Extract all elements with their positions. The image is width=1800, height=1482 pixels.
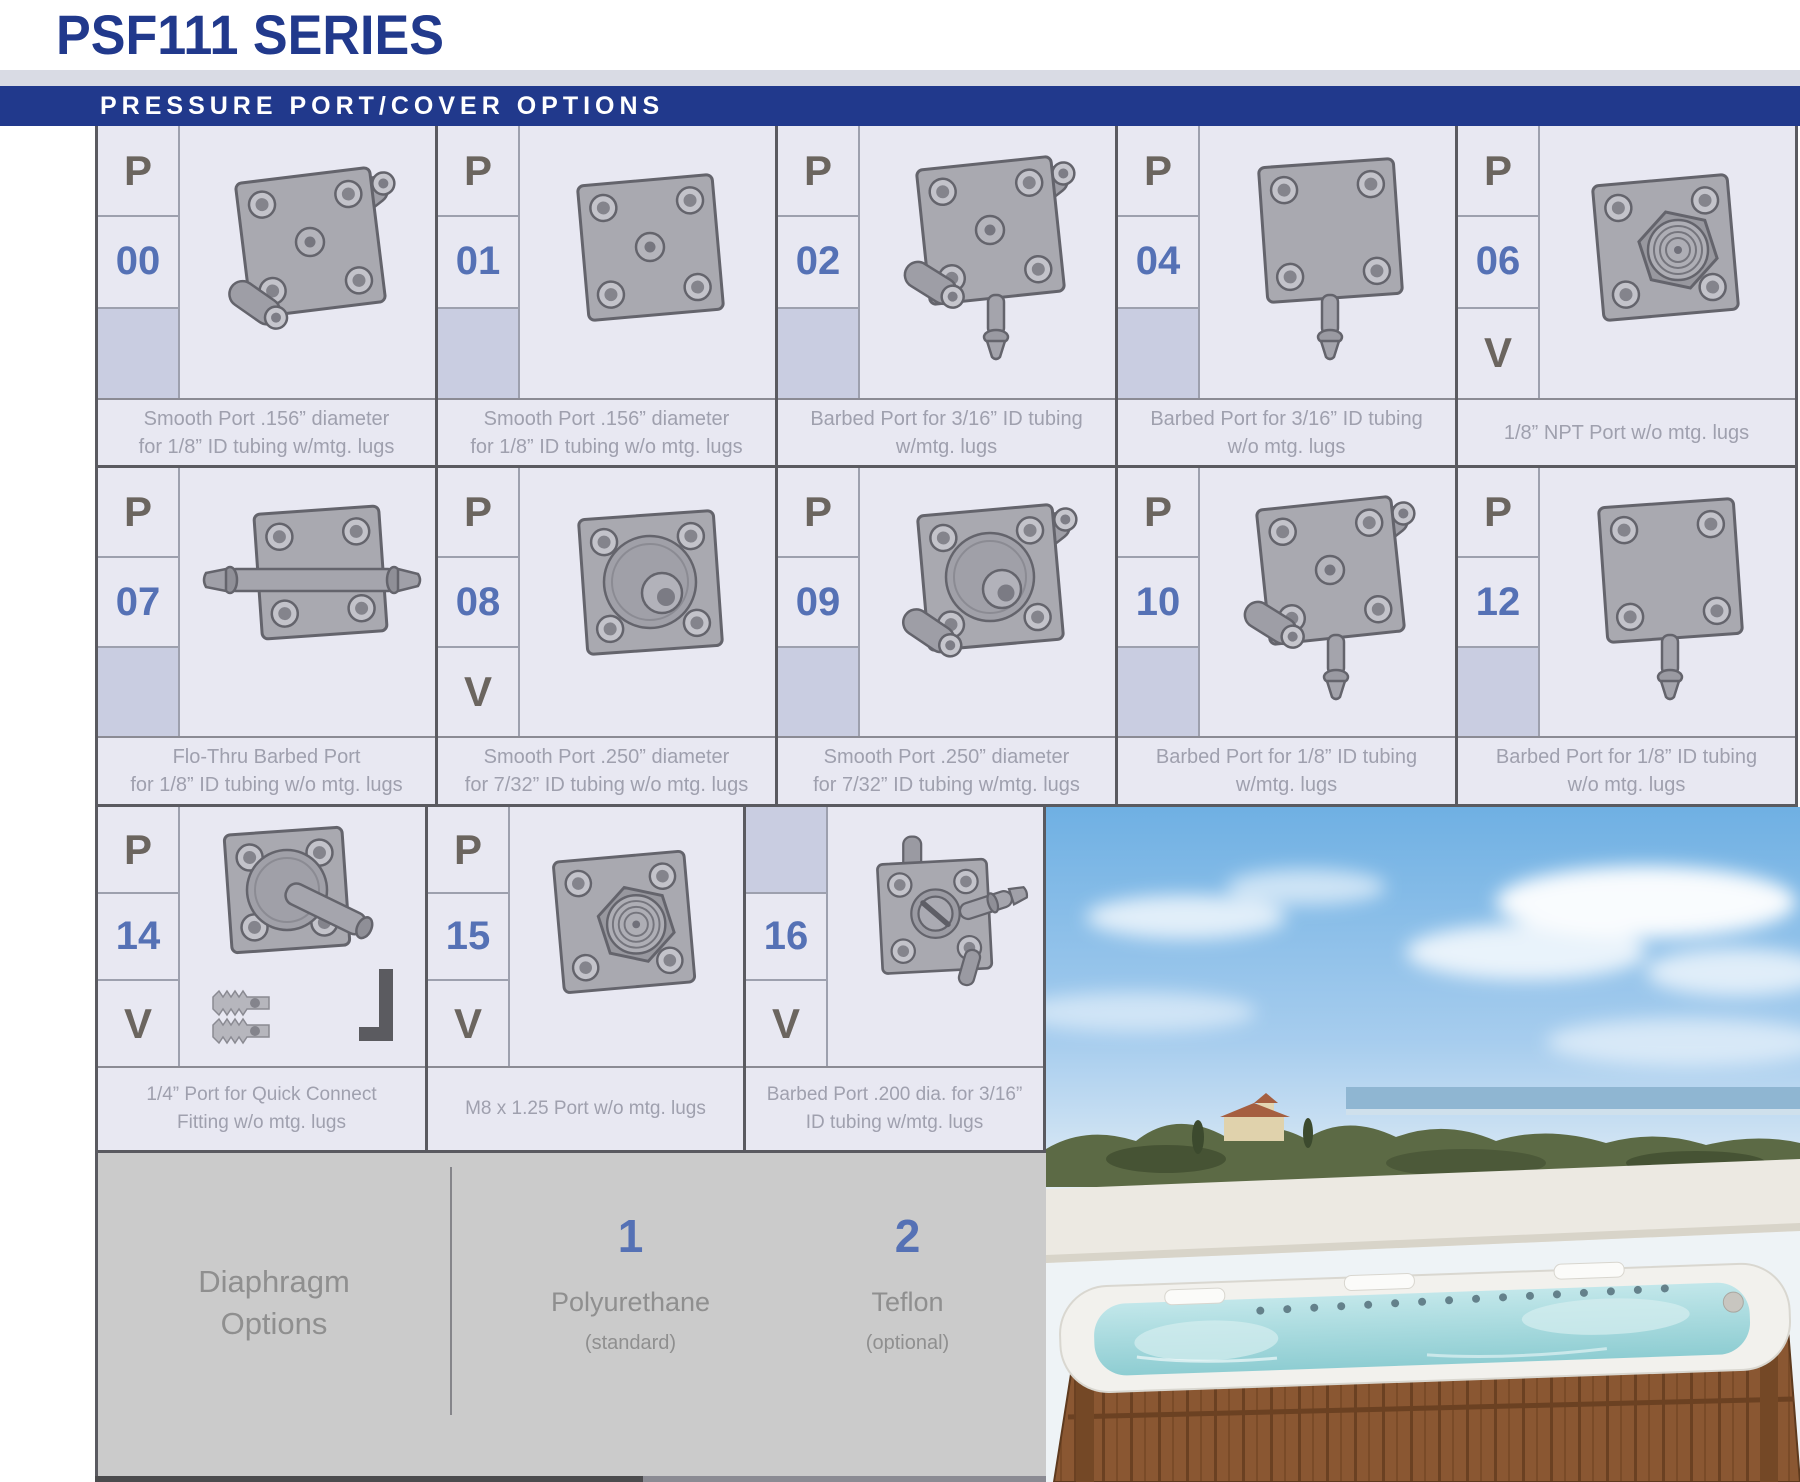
port-option-P00 (98, 126, 438, 468)
port-prefix-box: P (98, 807, 178, 894)
port-caption (778, 398, 1115, 465)
footer-bar-gray (643, 1476, 1046, 1482)
port-option-P10 (1118, 468, 1458, 804)
diaphragm-option-list (452, 1153, 1046, 1476)
diaphragm-option-name: Polyurethane (550, 1287, 711, 1317)
vent-option-box: V (771, 999, 800, 1047)
port-option-P02 (778, 126, 1118, 468)
section-header-bar (0, 86, 1800, 126)
port-option-P01 (438, 126, 778, 468)
plate-barb-illustration (1208, 145, 1448, 380)
port-caption (438, 398, 775, 465)
part-illustration (1540, 468, 1795, 736)
part-illustration (860, 468, 1115, 736)
diaphragm-title-line2: Options (220, 1306, 328, 1341)
port-caption-line: 1/4” Port for Quick Connect (146, 1084, 377, 1105)
port-code-column (1458, 126, 1540, 398)
port-caption-line: w/mtg. lugs (895, 435, 998, 458)
plate-thread-illustration (1548, 145, 1788, 380)
port-code-column (1458, 468, 1540, 736)
hot-tub-photo (1046, 807, 1800, 1482)
plate-lugs-boss-illustration (188, 145, 428, 380)
port-code-box: 07 (98, 558, 178, 648)
part-illustration (180, 468, 435, 736)
diaphragm-option-name: Teflon (871, 1287, 944, 1317)
port-caption-line: Barbed Port for 1/8” ID tubing (1495, 746, 1758, 768)
port-code-box: 04 (1118, 217, 1198, 308)
diaphragm-title-line1: Diaphragm (198, 1264, 350, 1299)
divider-strip (0, 70, 1800, 86)
hot-tub-photo-illustration (1046, 807, 1800, 1482)
port-prefix-box: P (438, 126, 518, 217)
port-code-box: 00 (98, 217, 178, 308)
tube-flothru-illustration (188, 485, 428, 720)
port-options-row3 (95, 807, 1046, 1153)
port-caption (428, 1066, 743, 1150)
port-options-grid (95, 126, 1798, 807)
port-code-column (778, 126, 860, 398)
vent-option-box: V (123, 999, 152, 1047)
port-caption-line: Barbed Port for 1/8” ID tubing (1155, 746, 1418, 768)
port-caption-line: Barbed Port for 3/16” ID tubing (810, 407, 1083, 430)
port-caption-line: Barbed Port for 3/16” ID tubing (1150, 407, 1423, 430)
port-option-P14V (98, 807, 428, 1153)
port-prefix-box: P (98, 126, 178, 217)
part-illustration (828, 807, 1043, 1066)
part-illustration (520, 126, 775, 398)
page-title: PSF111 SERIES (56, 3, 444, 66)
port-prefix-box: P (438, 468, 518, 558)
port-code-box: 15 (428, 894, 508, 981)
port-code-column (438, 468, 520, 736)
shaded-box (1118, 648, 1198, 736)
port-prefix-box: P (778, 126, 858, 217)
plate-flange-boss-illustration (528, 485, 768, 720)
port-option-P08V (438, 468, 778, 804)
port-code-column (98, 468, 180, 736)
port-code-column (778, 468, 860, 736)
port-caption-line: Barbed Port .200 dia. for 3/16” (766, 1084, 1023, 1105)
port-option-P09 (778, 468, 1118, 804)
diaphragm-option-note: (standard) (584, 1332, 677, 1354)
port-code-column (1118, 468, 1200, 736)
port-code-column (98, 807, 180, 1066)
port-caption-line: ID tubing w/mtg. lugs (805, 1112, 984, 1133)
plate-screw-barb-illustration (828, 819, 1043, 1054)
port-code-column (98, 126, 180, 398)
vent-option-box: V (463, 668, 492, 715)
plate-flange-stem-illustration (183, 819, 423, 1054)
part-illustration (1200, 468, 1455, 736)
port-caption (1118, 398, 1455, 465)
port-caption-line: M8 x 1.25 Port w/o mtg. lugs (465, 1098, 706, 1119)
plate-boss-illustration (528, 145, 768, 380)
port-caption (1458, 398, 1795, 465)
port-code-box: 02 (778, 217, 858, 308)
shaded-box (438, 309, 518, 398)
port-caption (778, 736, 1115, 804)
port-caption-line: Smooth Port .250” diameter (823, 746, 1070, 768)
port-caption (746, 1066, 1043, 1150)
port-caption-line: w/o mtg. lugs (1227, 435, 1346, 458)
port-caption-line: Flo-Thru Barbed Port (172, 746, 361, 768)
port-prefix-box: P (1458, 468, 1538, 558)
port-caption (98, 736, 435, 804)
port-caption (98, 1066, 425, 1150)
port-code-box: 14 (98, 894, 178, 981)
port-caption (98, 398, 435, 465)
port-code-column (746, 807, 828, 1066)
port-code-column (428, 807, 510, 1066)
diaphragm-option-code: 1 (617, 1210, 644, 1262)
port-caption-line: for 1/8” ID tubing w/o mtg. lugs (130, 774, 403, 796)
plate-lugs-barb-illustration (1208, 485, 1448, 720)
plate-lugs-barb-illustration (868, 145, 1108, 380)
diaphragm-option-note: (optional) (865, 1332, 950, 1354)
port-option-16V (746, 807, 1046, 1153)
port-prefix-box: P (1118, 468, 1198, 558)
port-prefix-box: P (98, 468, 178, 558)
port-caption (1458, 736, 1795, 804)
vent-option-box: V (1483, 329, 1512, 377)
port-caption-line: w/o mtg. lugs (1567, 774, 1686, 796)
diaphragm-option-code: 2 (894, 1210, 921, 1262)
port-prefix-box: P (1458, 126, 1538, 217)
port-code-box: 16 (746, 894, 826, 981)
part-illustration (520, 468, 775, 736)
diaphragm-title (98, 1153, 450, 1476)
port-code-column (438, 126, 520, 398)
shaded-box (778, 648, 858, 736)
shaded-box (98, 309, 178, 398)
part-illustration (860, 126, 1115, 398)
shaded-box (746, 807, 826, 894)
port-prefix-box: P (1118, 126, 1198, 217)
shaded-box (1458, 648, 1538, 736)
port-caption-line: Smooth Port .250” diameter (483, 746, 730, 768)
port-caption-line: for 7/32” ID tubing w/o mtg. lugs (464, 774, 749, 796)
part-illustration (1200, 126, 1455, 398)
port-caption-line: 1/8” NPT Port w/o mtg. lugs (1503, 421, 1750, 444)
part-illustration (1540, 126, 1795, 398)
port-code-box: 10 (1118, 558, 1198, 648)
plate-thread-illustration (510, 819, 743, 1054)
footer-bar-dark (95, 1476, 643, 1482)
port-code-box: 06 (1458, 217, 1538, 308)
port-caption-line: Smooth Port .156” diameter (483, 407, 730, 430)
vent-option-box: V (453, 999, 482, 1047)
plate-barb-illustration (1548, 485, 1788, 720)
part-illustration (180, 807, 425, 1066)
part-illustration (180, 126, 435, 398)
diaphragm-option-polyurethane (492, 1153, 769, 1476)
port-caption-line: Smooth Port .156” diameter (143, 407, 390, 430)
part-illustration (510, 807, 743, 1066)
port-code-box: 12 (1458, 558, 1538, 648)
port-code-column (1118, 126, 1200, 398)
port-option-P07 (98, 468, 438, 804)
port-caption-line: Fitting w/o mtg. lugs (177, 1112, 346, 1133)
port-code-box: 09 (778, 558, 858, 648)
port-caption-line: for 7/32” ID tubing w/mtg. lugs (813, 774, 1080, 796)
port-option-P04 (1118, 126, 1458, 468)
port-option-P12 (1458, 468, 1795, 804)
shaded-box (1118, 309, 1198, 398)
diaphragm-option-teflon (769, 1153, 1046, 1476)
port-caption-line: for 1/8” ID tubing w/o mtg. lugs (470, 435, 743, 458)
port-caption-line: w/mtg. lugs (1235, 774, 1338, 796)
port-caption (1118, 736, 1455, 804)
port-option-P15V (428, 807, 746, 1153)
port-option-P06V (1458, 126, 1795, 468)
plate-flange-boss-lugs-illustration (868, 485, 1108, 720)
shaded-box (98, 648, 178, 736)
shaded-box (778, 309, 858, 398)
port-prefix-box: P (428, 807, 508, 894)
port-code-box: 08 (438, 558, 518, 648)
port-code-box: 01 (438, 217, 518, 308)
diaphragm-options-panel (95, 1153, 1046, 1476)
port-prefix-box: P (778, 468, 858, 558)
port-caption-line: for 1/8” ID tubing w/mtg. lugs (138, 435, 395, 458)
section-header: PRESSURE PORT/COVER OPTIONS (100, 91, 665, 120)
port-caption (438, 736, 775, 804)
